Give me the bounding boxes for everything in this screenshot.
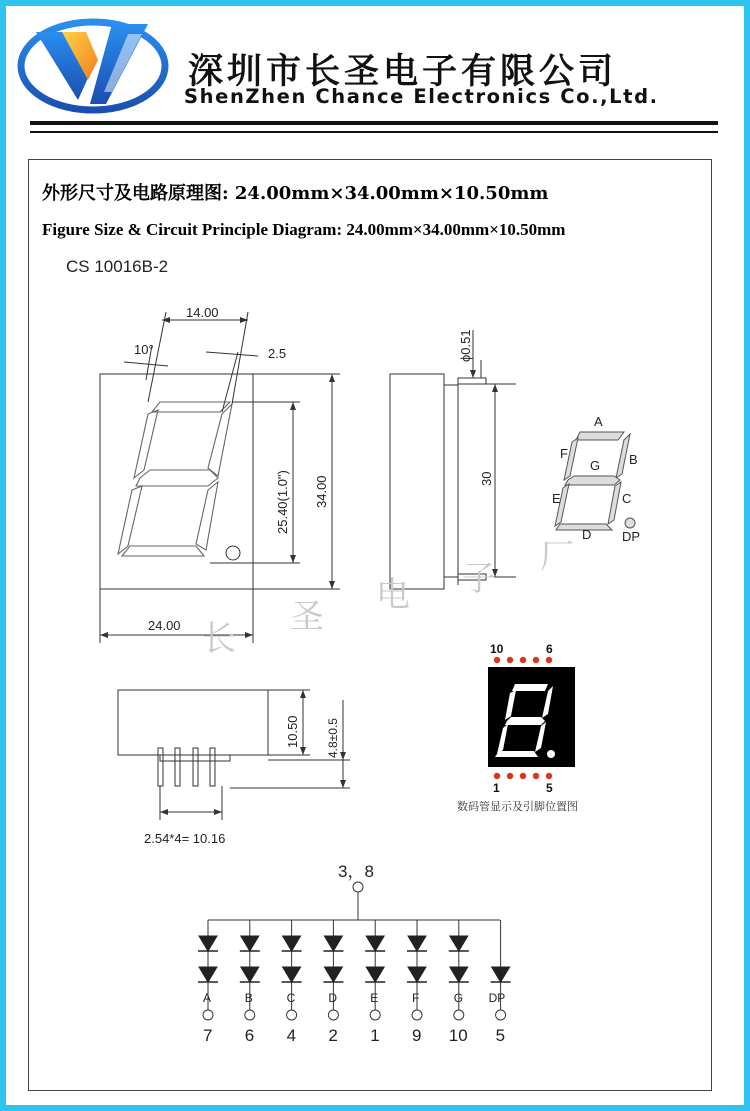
side-pin-top <box>458 378 486 384</box>
circuit-pin-label: 9 <box>412 1026 422 1045</box>
front-dp-dot <box>226 546 240 560</box>
pin-label-top-right: 6 <box>546 642 553 656</box>
circuit-seg-label: F <box>412 991 420 1005</box>
pin-label-bottom-left: 1 <box>493 781 500 795</box>
bottom-body-outline <box>118 690 268 755</box>
watermark-char: 子 <box>462 560 496 598</box>
circuit-seg-label: A <box>203 991 212 1005</box>
seg-label-d: D <box>582 527 592 542</box>
diode-branch-f <box>407 920 427 1020</box>
pin-position-caption: 数码管显示及引脚位置图 <box>457 801 578 813</box>
common-pin-node <box>353 882 363 892</box>
circuit-pin-label: 2 <box>328 1026 338 1045</box>
company-name-en: ShenZhen Chance Electronics Co.,Ltd. <box>184 85 659 108</box>
circuit-pin-label: 6 <box>244 1026 255 1045</box>
dim-width-label: 24.00 <box>148 618 181 633</box>
seg-label-g: G <box>590 458 601 473</box>
diode-branch-e <box>365 920 385 1020</box>
dim-pin-len-label: 4.8±0.5 <box>326 718 340 758</box>
front-view <box>100 312 340 643</box>
pin-label-top-left: 10 <box>490 642 504 656</box>
circuit-seg-label: C <box>286 991 296 1005</box>
circuit-pin-label: 10 <box>448 1026 468 1045</box>
seg-label-c: C <box>622 491 632 506</box>
pin-label-bottom-right: 5 <box>546 781 553 795</box>
circuit-seg-label: E <box>370 991 379 1005</box>
side-body-outline <box>390 374 444 589</box>
diode-branch-d <box>323 920 343 1020</box>
front-slant-line <box>232 312 248 404</box>
dim-height-inner-label: 25.40(1.0") <box>275 470 290 534</box>
common-pin-label: 3，8 <box>338 862 374 881</box>
circuit-pin-label: 1 <box>370 1026 380 1045</box>
seg-label-f: F <box>560 446 568 461</box>
dim-angle-label: 10° <box>134 342 154 357</box>
dim-pin-span-label: 30 <box>479 471 494 486</box>
watermark-char: 长 <box>202 620 236 658</box>
circuit-seg-label: D <box>328 991 338 1005</box>
dim-top-label: 14.00 <box>186 305 219 320</box>
watermark-char: 厂 <box>540 538 574 576</box>
seg-label-a: A <box>594 414 603 429</box>
watermark-char: 圣 <box>290 598 324 636</box>
bottom-view <box>118 690 350 820</box>
circuit-seg-label: DP <box>488 991 506 1005</box>
diode-branch-g <box>449 920 469 1020</box>
dim-depth-label: 10.50 <box>285 715 300 748</box>
watermark-char: 电 <box>376 576 410 614</box>
watermark <box>202 538 574 658</box>
seg-label-e: E <box>552 491 561 506</box>
front-digit-segments <box>118 402 232 556</box>
circuit-seg-label: B <box>244 991 253 1005</box>
dim-2.5-line <box>206 352 258 356</box>
diode-branch-a <box>198 920 218 1020</box>
circuit-pin-label: 4 <box>286 1026 297 1045</box>
bottom-pins <box>158 748 215 786</box>
front-slant-line <box>148 312 166 402</box>
company-name-cn: 深圳市长圣电子有限公司 <box>188 52 618 92</box>
title-cn: 外形尺寸及电路原理图: 24.00mm×34.00mm×10.50mm <box>42 183 549 204</box>
side-view <box>390 330 516 589</box>
pin-position-diagram <box>457 642 578 813</box>
seg-label-b: B <box>629 452 638 467</box>
diode-branch-dp <box>488 920 511 1020</box>
dim-seg-label: 2.5 <box>268 346 287 361</box>
diode-branch-b <box>240 920 260 1020</box>
circuit-pin-label: 7 <box>203 1026 213 1045</box>
dim-height-label: 34.00 <box>314 475 329 508</box>
seg-label-dp: DP <box>622 529 641 544</box>
dim-pitch-label: 2.54*4= 10.16 <box>144 831 226 846</box>
dim-pin-label: ϕ0.51 <box>458 329 473 362</box>
model-number: CS 10016B-2 <box>66 257 169 276</box>
circuit-seg-label: G <box>453 991 464 1005</box>
circuit-pin-label: 5 <box>495 1026 506 1045</box>
title-en: Figure Size & Circuit Principle Diagram: 24.00mm×34.00mm×10.50mm <box>42 220 566 239</box>
diode-branch-c <box>282 920 302 1020</box>
dim-10-line <box>124 362 168 366</box>
